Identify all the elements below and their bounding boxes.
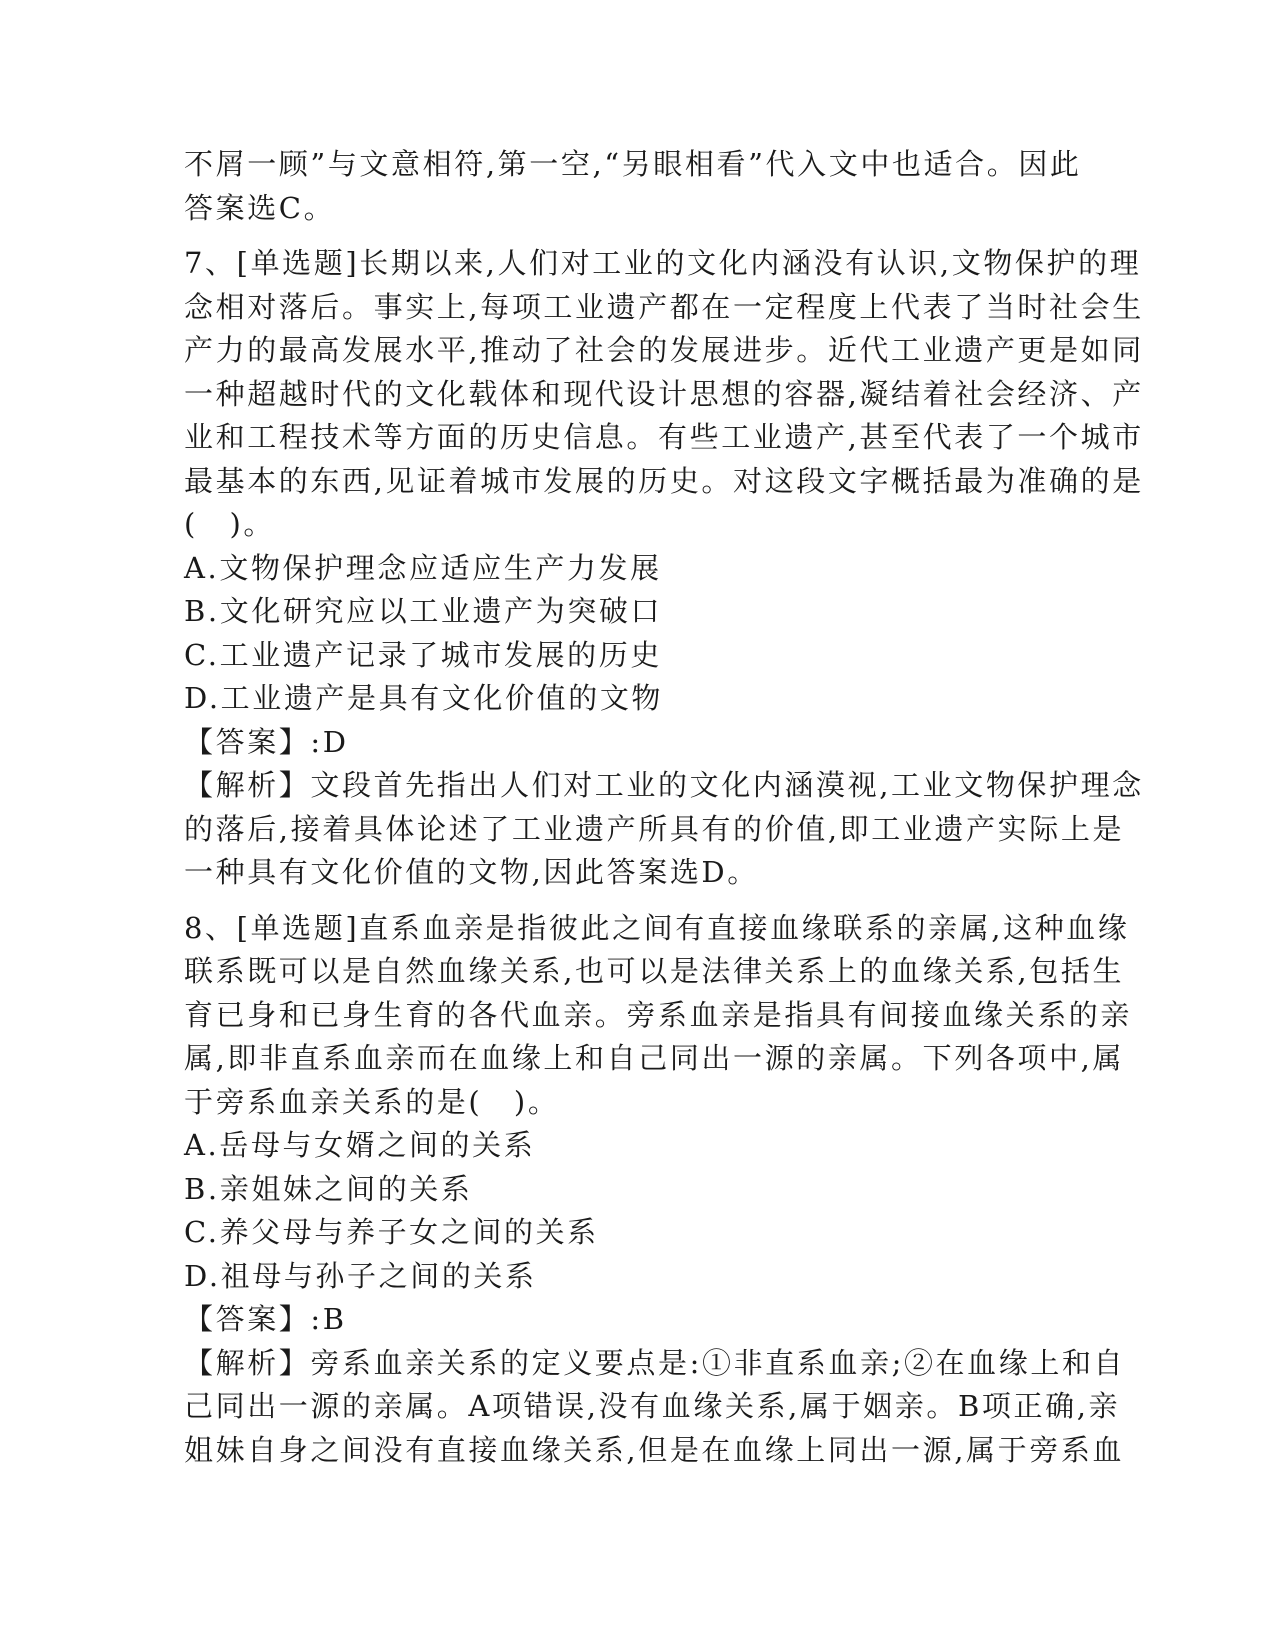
analysis-line: 的落后,接着具体论述了工业遗产所具有的价值,即工业遗产实际上是	[184, 811, 1125, 846]
analysis-line: 【解析】文段首先指出人们对工业的文化内涵漠视,工业文物保护理念	[184, 768, 1144, 802]
analysis	[184, 1342, 1126, 1473]
stem-line: 联系既可以是自然血缘关系,也可以是法律关系上的血缘关系,包括生	[184, 954, 1125, 988]
option-d: D.工业遗产是具有文化价值的文物	[184, 681, 664, 715]
analysis	[184, 764, 1144, 895]
option-d: D.祖母与孙子之间的关系	[184, 1258, 537, 1293]
previous-analysis-tail	[184, 143, 1084, 230]
analysis-line: 己同出一源的亲属。A项错误,没有血缘关系,属于姻亲。B项正确,亲	[184, 1389, 1121, 1423]
option-c: C.养父母与养子女之间的关系	[184, 1215, 599, 1249]
stem-line: 业和工程技术等方面的历史信息。有些工业遗产,甚至代表了一个城市	[184, 420, 1144, 454]
stem-line: 念相对落后。事实上,每项工业遗产都在一定程度上代表了当时社会生	[184, 289, 1144, 324]
analysis-line: 一种具有文化价值的文物,因此答案选D。	[184, 855, 759, 889]
question-8	[184, 907, 1133, 1473]
option-a: A.文物保护理念应适应生产力发展	[184, 550, 662, 585]
answer-line: 【答案】:B	[184, 1302, 347, 1336]
stem-line: 育已身和已身生育的各代血亲。旁系血亲是指具有间接血缘关系的亲	[184, 997, 1133, 1032]
stem-line: 一种超越时代的文化载体和现代设计思想的容器,凝结着社会经济、产	[184, 376, 1144, 411]
option-a: A.岳母与女婿之间的关系	[184, 1128, 536, 1162]
text-line: 不屑一顾”与文意相符,第一空,“另眼相看”代入文中也适合。因此	[184, 147, 1082, 181]
options-list	[184, 1124, 1084, 1298]
stem-line: 7、[单选题]长期以来,人们对工业的文化内涵没有认识,文物保护的理	[184, 246, 1142, 280]
question-stem	[184, 242, 1144, 547]
stem-line: 属,即非直系血亲而在血缘上和自己同出一源的亲属。下列各项中,属	[184, 1041, 1125, 1075]
stem-line: 于旁系血亲关系的是( )。	[184, 1084, 560, 1119]
question-7	[184, 242, 1144, 895]
analysis-line: 姐妹自身之间没有直接血缘关系,但是在血缘上同出一源,属于旁系血	[184, 1432, 1125, 1467]
document-body	[184, 143, 1144, 1472]
option-c: C.工业遗产记录了城市发展的历史	[184, 637, 662, 672]
text-line: 答案选C。	[184, 190, 336, 225]
stem-line: 产力的最高发展水平,推动了社会的发展进步。近代工业遗产更是如同	[184, 333, 1144, 367]
stem-line: 最基本的东西,见证着城市发展的历史。对这段文字概括最为准确的是	[184, 463, 1144, 498]
option-b: B.亲姐妹之间的关系	[184, 1171, 473, 1206]
analysis-line: 【解析】旁系血亲关系的定义要点是:①非直系血亲;②在血缘上和自	[184, 1345, 1126, 1380]
option-b: B.文化研究应以工业遗产为突破口	[184, 594, 663, 628]
stem-line: 8、[单选题]直系血亲是指彼此之间有直接血缘联系的亲属,这种血缘	[184, 910, 1130, 945]
stem-line: ( )。	[184, 507, 276, 541]
answer-line: 【答案】:D	[184, 724, 349, 759]
options-list	[184, 547, 1084, 721]
question-stem	[184, 907, 1133, 1125]
